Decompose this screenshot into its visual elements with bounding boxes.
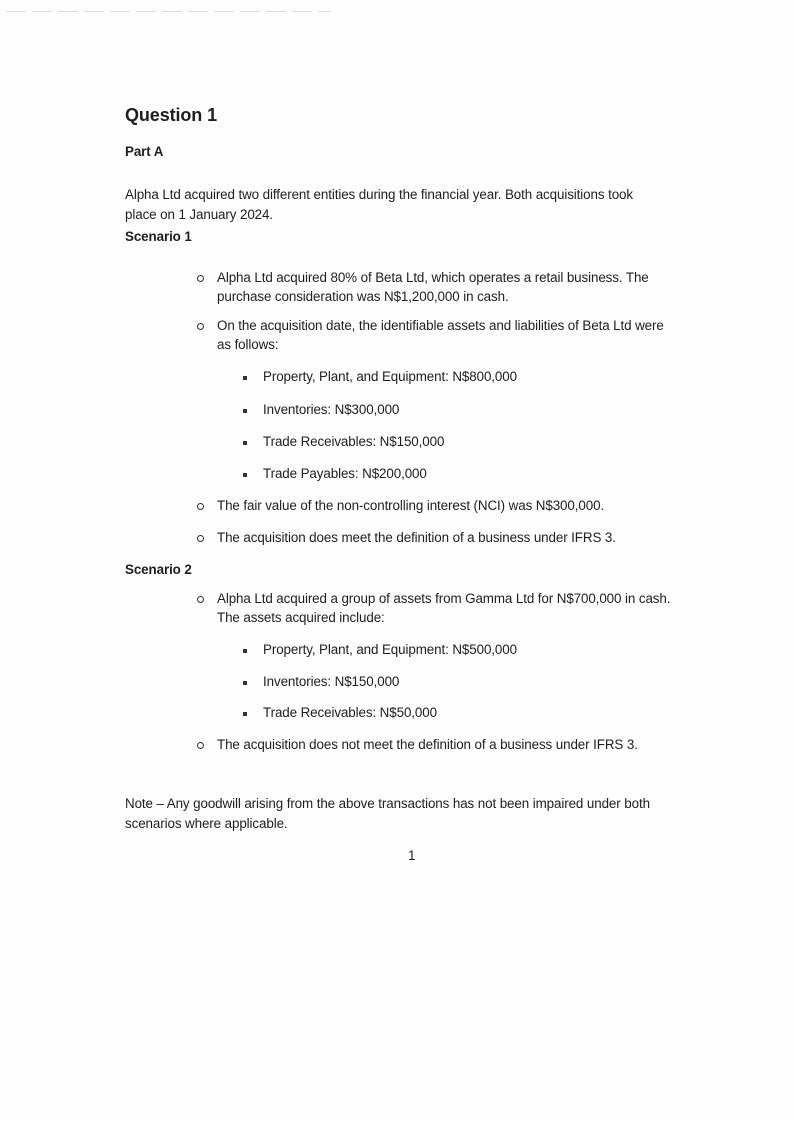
circle-bullet-icon [197, 535, 204, 542]
circle-bullet-icon [197, 503, 204, 510]
s1-p1-line2: purchase consideration was N$1,200,000 in cash. [217, 289, 509, 304]
square-bullet-icon [243, 441, 247, 445]
square-bullet-icon [243, 712, 247, 716]
s1-item: Property, Plant, and Equipment: N$800,000 [263, 369, 517, 384]
square-bullet-icon [243, 681, 247, 685]
s1-item: Trade Payables: N$200,000 [263, 466, 427, 481]
s2-item: Property, Plant, and Equipment: N$500,000 [263, 642, 517, 657]
s1-p1-line1: Alpha Ltd acquired 80% of Beta Ltd, which operates a retail business. The [217, 270, 649, 285]
s2-item: Trade Receivables: N$50,000 [263, 705, 437, 720]
note-line-2: scenarios where applicable. [125, 816, 288, 831]
s2-p2: The acquisition does not meet the definition of a business under IFRS 3. [217, 737, 638, 752]
intro-line-2: place on 1 January 2024. [125, 207, 273, 222]
s2-p1-line2: The assets acquired include: [217, 610, 385, 625]
square-bullet-icon [243, 376, 247, 380]
s2-item: Inventories: N$150,000 [263, 674, 400, 689]
scenario1-heading: Scenario 1 [125, 229, 192, 244]
s1-item: Trade Receivables: N$150,000 [263, 434, 445, 449]
note-line-1: Note – Any goodwill arising from the above transactions has not been impaired under both [125, 796, 650, 811]
circle-bullet-icon [197, 596, 204, 603]
circle-bullet-icon [197, 275, 204, 282]
square-bullet-icon [243, 649, 247, 653]
s1-item: Inventories: N$300,000 [263, 402, 400, 417]
square-bullet-icon [243, 409, 247, 413]
s1-p3: The fair value of the non-controlling interest (NCI) was N$300,000. [217, 498, 605, 513]
circle-bullet-icon [197, 742, 204, 749]
s1-p2-line1: On the acquisition date, the identifiable assets and liabilities of Beta Ltd were [217, 318, 664, 333]
s2-p1-line1: Alpha Ltd acquired a group of assets from Gamma Ltd for N$700,000 in cash. [217, 591, 671, 606]
scan-artifact [6, 11, 331, 12]
s1-p2-line2: as follows: [217, 337, 279, 352]
s1-p4: The acquisition does meet the definition of a business under IFRS 3. [217, 530, 616, 545]
intro-line-1: Alpha Ltd acquired two different entities during the financial year. Both acquisitions took [125, 187, 634, 202]
square-bullet-icon [243, 473, 247, 477]
page-number: 1 [408, 848, 416, 863]
question-title: Question 1 [125, 105, 218, 125]
part-heading: Part A [125, 144, 164, 159]
circle-bullet-icon [197, 323, 204, 330]
scenario2-heading: Scenario 2 [125, 562, 192, 577]
